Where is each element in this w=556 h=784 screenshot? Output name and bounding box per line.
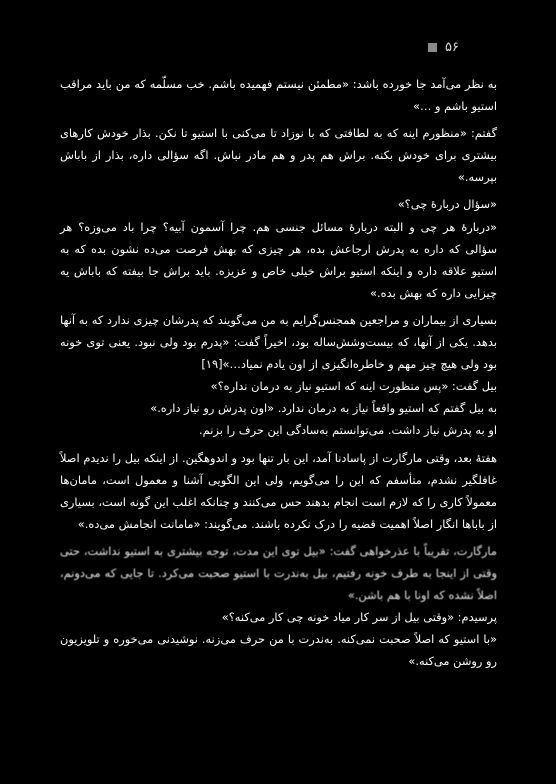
page-header xyxy=(428,37,488,57)
paragraph: بسیاری از بیماران و مراجعین همجنس‌گرایم به من می‌گویند که پدرشان چیزی ندارد که به آنها بدهد. یکی از آنها، که بیست‌وشش‌ساله بود، اخیراً گفت: «پدرم بود ولی نبود. یعنی توی خونه بود ولی هیچ چیز مهم و خاطره‌انگیزی از اون یادم نمیاد…»[۱۹] xyxy=(60,312,497,372)
paragraph: هفتهٔ بعد، وقتی مارگارت از پاسادنا آمد، این بار تنها بود و اندوهگین. از اینکه بیل را ندیدم اصلاً غافلگیر نشدم، متأسفم که این را می‌گویم، ولی این الگویی آشنا و معمول است، مامان‌ها معمولاً کاری را که لازم است انجام بدهند حس می‌کنند و چنانکه اغلب این گونه است، بسیاری از باباها انگار اصلاً اهمیت قضیه را درک نکرده باشند. می‌گویند: «مامانت انجامش می‌ده.» xyxy=(60,450,497,531)
paragraph: «سؤال دربارهٔ چی؟» xyxy=(397,197,497,212)
paragraph: او به پدرش نیاز داشت. می‌توانستم به‌سادگی این حرف را بزنم. xyxy=(199,423,497,438)
paragraph: به نظر می‌آمد جا خورده باشد: «مطمئن نیستم فهمیده باشم. خب مسلّمه که من باید مراقب استیو باشم و …» xyxy=(60,77,497,114)
page-number: ۵۶ xyxy=(445,39,459,55)
paragraph: پرسیدم: «وقتی بیل از سر کار میاد خونه چی کار می‌کنه؟» xyxy=(221,610,497,625)
paragraph: گفتم: «منظورم اینه که به لطافتی که با نوزاد تا می‌کنی با استیو تا نکن. بذار خودش کارهای بیشتری برای خودش بکنه. براش هم پدر و هم مادر نباش. اگه سؤالی داره، بذار از باباش بپرسه.» xyxy=(60,126,497,185)
body-text xyxy=(60,73,497,672)
paragraph: بیل گفت: «پس منظورت اینه که استیو نیاز به درمان نداره؟» xyxy=(210,379,497,394)
paragraph: «دربارهٔ هر چی و البته دربارهٔ مسائل جنسی هم. چرا آسمون آبیه؟ چرا باد می‌وزه؟ هر سؤالی که داره به پدرش ارجاعش بده، هر چیزی که بهش فرصت می‌ده نشون بده که به استیو علاقه داره و اینکه استیو براش خیلی خاص و عزیزه. باید براش جا بیفته که باباش یه چیزایی داره که بهش بده.» xyxy=(60,219,497,300)
paragraph: «با استیو که اصلاً صحبت نمی‌کنه. به‌ندرت با من حرف می‌زنه. نوشیدنی می‌خوره و تلویزیون رو روشن می‌کنه.» xyxy=(60,632,497,669)
paragraph: به بیل گفتم که استیو واقعاً نیاز به درمان ندارد. «اون پدرش رو نیاز داره.» xyxy=(150,401,497,416)
paragraph: مارگارت، تقریباً با عذرخواهی گفت: «بیل توی این مدت، توجه بیشتری به استیو نداشت، حتی وقتی از اینجا به طرف خونه رفتیم، بیل به‌ندرت با استیو صحبت می‌کرد. تا جایی که می‌دونم، اصلاً نشده که اونا با هم باشن.» xyxy=(60,543,497,603)
square-marker-icon xyxy=(428,43,437,52)
